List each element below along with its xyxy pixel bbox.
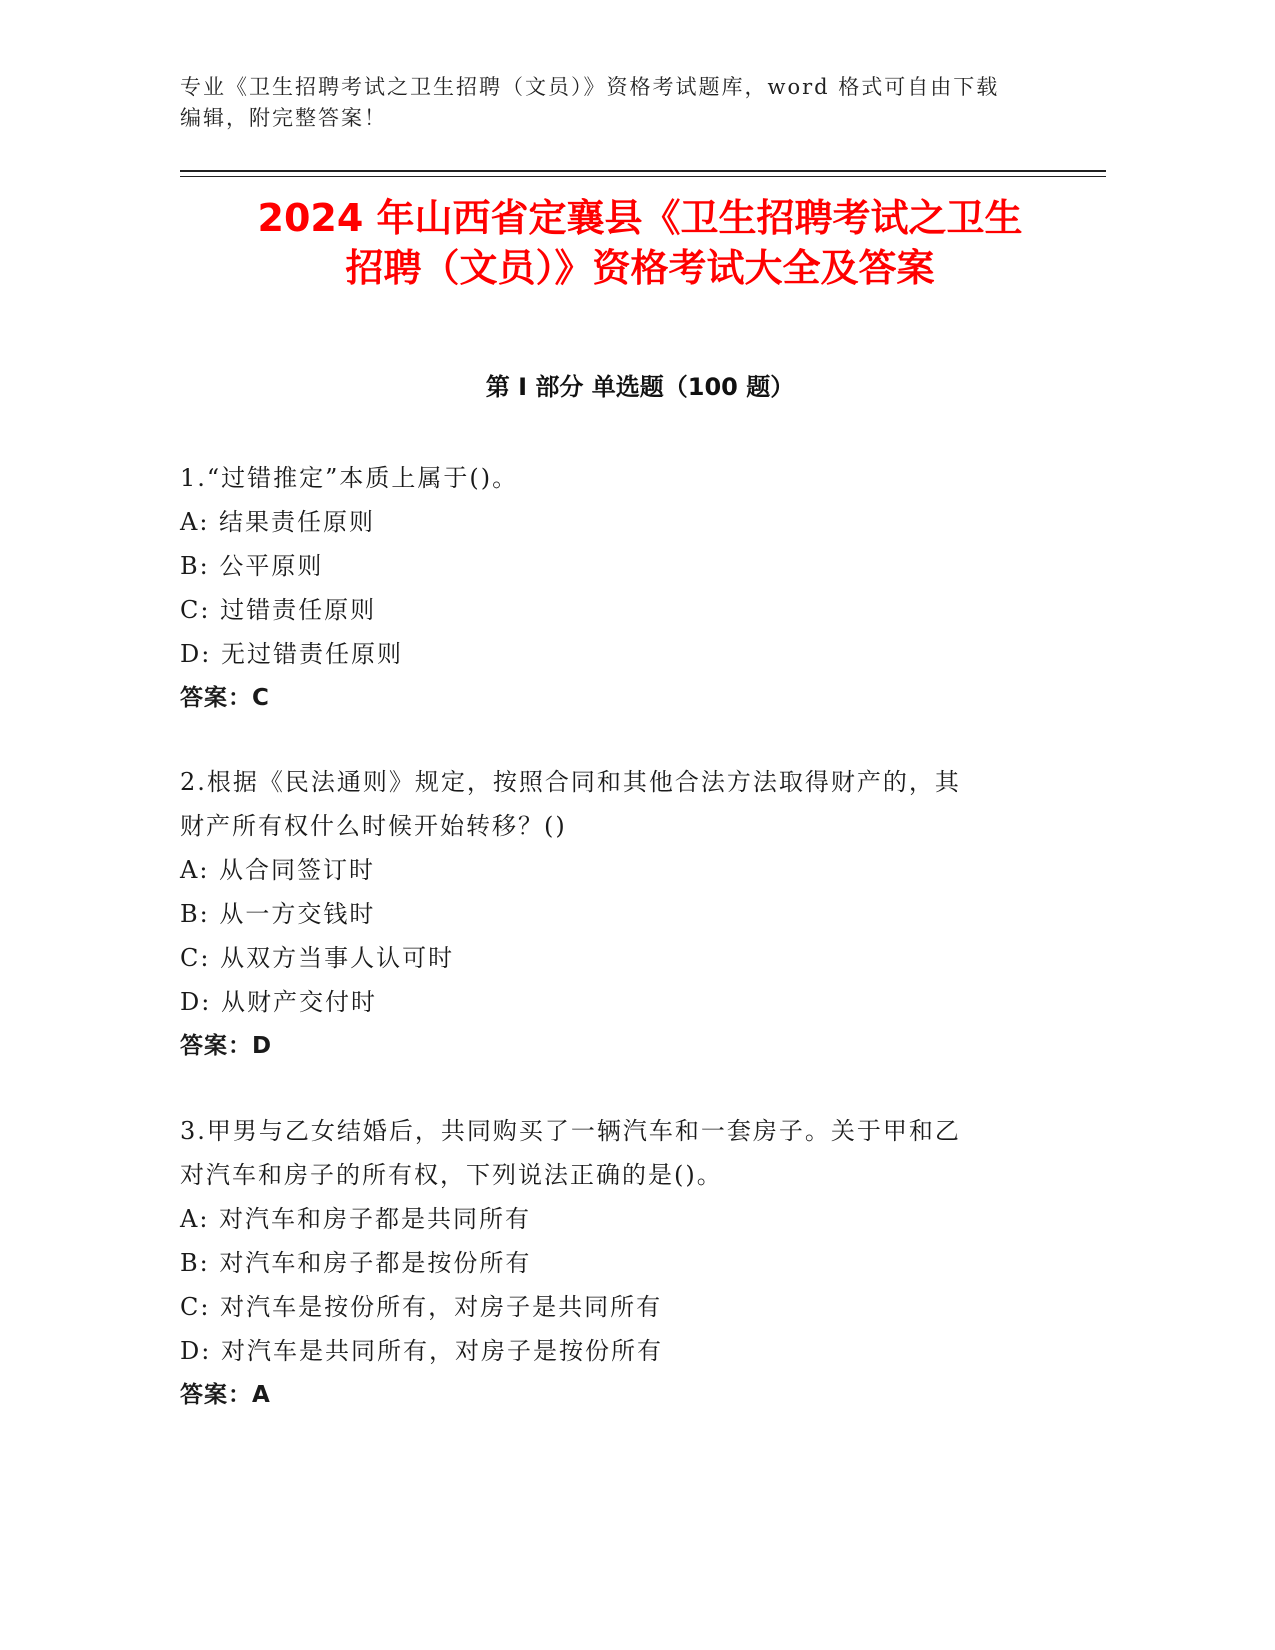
document-title	[140, 193, 1140, 293]
header-note	[180, 72, 1040, 134]
answer: 答案：D	[180, 1033, 273, 1059]
option-c: C: 过错责任原则	[180, 596, 377, 624]
option-a: A: 结果责任原则	[180, 508, 376, 536]
document-title-line-1: 2024 年山西省定襄县《卫生招聘考试之卫生	[257, 196, 1023, 240]
header-divider-thick	[180, 170, 1106, 172]
option-b: B: 对汽车和房子都是按份所有	[180, 1249, 532, 1277]
option-a: A: 从合同签订时	[180, 856, 376, 884]
option-d: D: 从财产交付时	[180, 988, 377, 1016]
question-stem-line-1: 3.甲男与乙女结婚后，共同购买了一辆汽车和一套房子。关于甲和乙	[180, 1117, 961, 1145]
section-title: 第 I 部分 单选题（100 题）	[485, 373, 795, 401]
question-stem-line-2: 对汽车和房子的所有权，下列说法正确的是()。	[180, 1161, 723, 1189]
option-a: A: 对汽车和房子都是共同所有	[180, 1205, 532, 1233]
question-stem: 1.“过错推定”本质上属于()。	[180, 464, 519, 492]
answer: 答案：C	[180, 685, 270, 711]
option-b: B: 从一方交钱时	[180, 900, 376, 928]
question-stem-line-1: 2.根据《民法通则》规定，按照合同和其他合法方法取得财产的，其	[180, 768, 961, 796]
question-1	[180, 456, 1080, 720]
document-title-line-2: 招聘（文员）》资格考试大全及答案	[345, 246, 935, 290]
option-d: D: 无过错责任原则	[180, 640, 403, 668]
header-note-line-2: 编辑，附完整答案！	[180, 106, 387, 130]
option-c: C: 对汽车是按份所有，对房子是共同所有	[180, 1293, 663, 1321]
answer: 答案：A	[180, 1382, 271, 1408]
option-b: B: 公平原则	[180, 552, 324, 580]
option-c: C: 从双方当事人认可时	[180, 944, 455, 972]
header-note-line-1: 专业《卫生招聘考试之卫生招聘（文员）》资格考试题库，word 格式可自由下载	[180, 75, 1000, 99]
question-stem-line-2: 财产所有权什么时候开始转移？()	[180, 812, 567, 840]
header-divider-thin	[180, 176, 1106, 177]
question-2	[180, 760, 1080, 1068]
question-3	[180, 1109, 1080, 1417]
option-d: D: 对汽车是共同所有，对房子是按份所有	[180, 1337, 663, 1365]
